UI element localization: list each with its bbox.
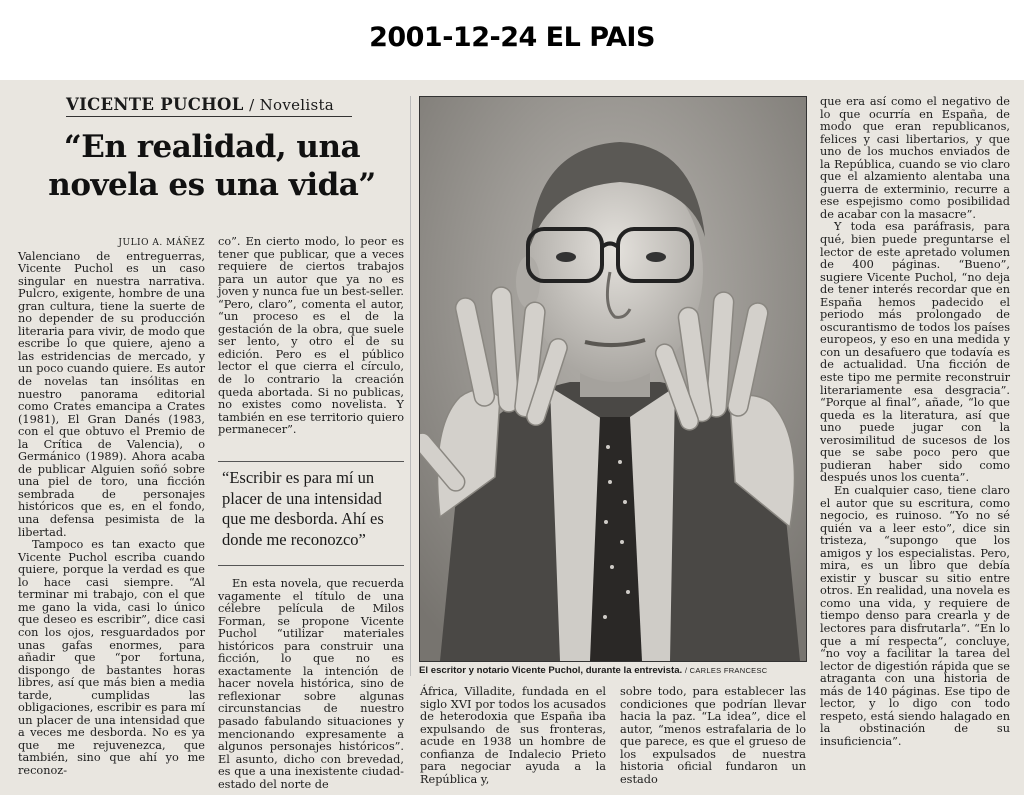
- headline-line-2: novela es una vida”: [48, 167, 376, 203]
- author-photo: [419, 96, 807, 662]
- column-4: [620, 686, 806, 786]
- kicker-rule: [66, 116, 352, 117]
- pull-quote: [218, 461, 404, 566]
- column-5: [820, 96, 1010, 748]
- col5-paragraph-1: que era así como el negativo de lo que ocurría en España, de modo que eran republicanos, felices y casi libertarios, y que uno de los muchos enviados de la República, cuando se vio claro que el alzamiento alentaba una guerra de exterminio, recurre a ese espejismo como posibilidad de acabar con la masacre”.: [820, 95, 1010, 221]
- photo-credit: / CARLES FRANCESC: [684, 666, 768, 675]
- column-separator: [410, 96, 411, 676]
- col3-paragraph-1: África, Villadite, fundada en el siglo XVI por todos los acusados de heterodoxia que España iba expulsando de sus fronteras, acude en 1938 un hombre de confianza de Indalecio Prieto para negociar ayuda a la República y,: [420, 685, 606, 786]
- column-2-bottom: [218, 578, 404, 791]
- banner: [0, 0, 1024, 80]
- headline-line-1: “En realidad, una: [63, 129, 361, 165]
- headline: [22, 128, 402, 204]
- col2-paragraph-2: En esta novela, que recuerda vagamente el título de una célebre película de Milos Forman, se propone Vicente Puchol “utilizar materiales históricos para construir una ficción, lo que no es exactamente la intención de hacer novela histórica, sino de reflexionar sobre algunas circunstancias de nuestro pasado fabulando situaciones y mencionando expresamente a algunos personajes históricos”. El asunto, dicho con brevedad, es que a una inexistente ciudad-estado del norte de: [218, 577, 404, 791]
- col2-paragraph-1: co”. En cierto modo, lo peor es tener que publicar, que a veces requiere de ciertos trabajos para un autor que ya no es joven y nunca fue un best-seller. “Pero, claro”, comenta el autor, “un proceso es el de la gestación de la obra, que suele ser lento, y otro el de su edición. Pero es el público lector el que cierra el círculo, de lo contrario la creación queda abortada. Si no publicas, no existes como novelista. Y también en ese territorio quiero permanecer”.: [218, 235, 404, 437]
- interviewee-name: VICENTE PUCHOL: [66, 95, 244, 114]
- photo-caption: [419, 665, 819, 676]
- byline: JULIO A. MÁÑEZ: [118, 238, 205, 248]
- column-1: [18, 237, 205, 778]
- col1-paragraph-2: Tampoco es tan exacto que Vicente Puchol escriba cuando quiere, porque la verdad es que lo hace casi siempre. “Al terminar mi trabajo, con el que me gano la vida, casi lo único que deseo es escribir”, dice casi con los ojos, resguardados por unas gafas enormes, para añadir que “por fortuna, dispongo de bastantes horas libres, así que más bien a media tarde, cumplidas las obligaciones, escribir es para mí un placer de una intensidad que a veces me desborda. No es ya que me rejuvenezca, que también, sino que ahí yo me reconoz-: [18, 538, 205, 777]
- col5-paragraph-2: Y toda esa paráfrasis, para qué, bien puede preguntarse el lector de este apretado volumen de 400 páginas. “Bueno”, sugiere Vicente Puchol, “no deja de tener interés recordar que en España hemos padecido el periodo más prolongado de oscurantismo de todos los países europeos, y eso en una medida y con un desafuero que todavía es de actualidad. Una ficción de este tipo me permite reconstruir literariamente esa desgracia”. “Porque al final”, añade, “lo que queda es la literatura, así que uno puede jugar con la verosimilitud de sucesos de los que se sabe poco pero que pudieran haber sido como después unos los cuenta”.: [820, 220, 1010, 485]
- portrait-illustration: [420, 97, 806, 661]
- interviewee-role: / Novelista: [249, 96, 335, 114]
- col4-paragraph-1: sobre todo, para establecer las condiciones que podrían llevar hacia la paz. “La idea”, dice el autor, “menos estrafalaria de lo que parece, es que el grueso de los expulsados de nuestra historia oficial fundaron un estado: [620, 685, 806, 786]
- col1-paragraph-1: Valenciano de entreguerras, Vicente Puchol es un caso singular en nuestra narrativa. Pulcro, exigente, hombre de una gran cultura, tiene la suerte de no depender de su producción literaria para vivir, de modo que escribe lo que quiere, ajeno a las estridencias de mercado, y un poco cuando quiere. Es autor de novelas tan insólitas en nuestro panorama editorial como Crates emancipa a Crates (1981), El Gran Danés (1983, con el que obtuvo el Premio de la Crítica de Valencia), o Germánico (1989). Ahora acaba de publicar Alguien soñó sobre una piel de toro, una ficción sembrada de personajes históricos que es, en el fondo, una defensa pesimista de la libertad.: [18, 249, 205, 539]
- col5-paragraph-3: En cualquier caso, tiene claro el autor que su escritura, como negocio, es ruinoso. “Yo no sé quién va a leer esto”, dice sin tristeza, “supongo que los amigos y los especialistas. Pero, mira, es un libro que debía existir y buscar su sitio entre otros. En realidad, una novela es como una vida, y requiere de tiempo denso para crearla y de lectores para disfrutarla”. “En lo que a mí respecta”, concluye, “no voy a facilitar la tarea del lector de digestión rápida que se atraganta con una historia de más de 140 páginas. Ese tipo de lector, y lo digo con todo respeto, está siendo halagado en la obstinación de su insuficiencia”.: [820, 483, 1010, 748]
- caption-text: El escritor y notario Vicente Puchol, durante la entrevista.: [419, 665, 683, 676]
- column-2-top: [218, 236, 404, 437]
- column-3: [420, 686, 606, 786]
- pull-quote-text: “Escribir es para mí un placer de una intensidad que me desborda. Ahí es donde me reconozco”: [222, 468, 384, 549]
- article-kicker: [66, 95, 386, 114]
- banner-title: 2001-12-24 EL PAIS: [369, 22, 655, 53]
